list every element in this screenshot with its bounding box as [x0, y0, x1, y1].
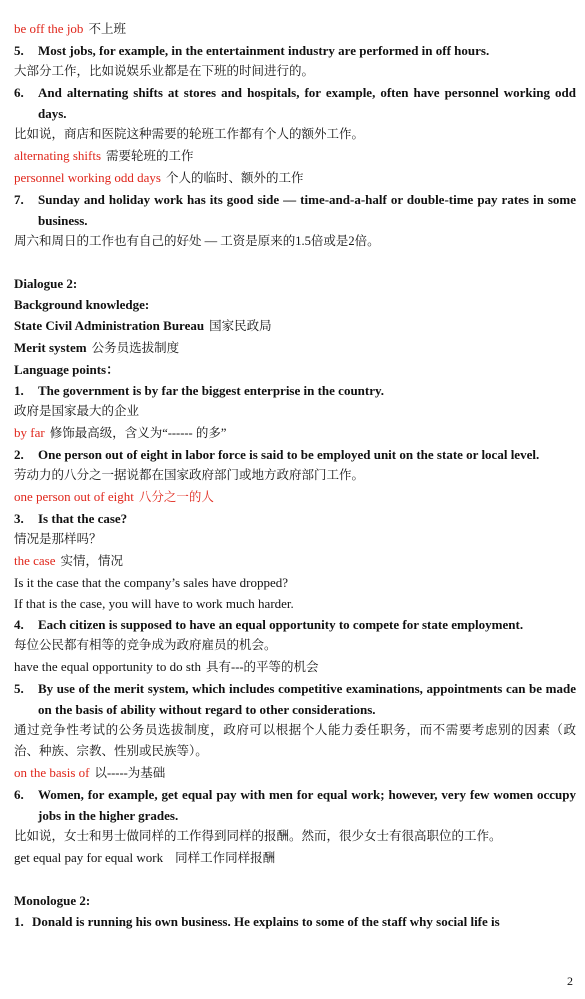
chinese-translation: 比如说，商店和医院这种需要的轮班工作都有个人的额外工作。: [14, 127, 365, 141]
vocab-term: the case: [14, 553, 56, 568]
vocab-gloss: 不上班: [88, 22, 126, 36]
language-point-item: [14, 678, 576, 720]
example-sentence: If that is the case, you will have to work much harder.: [14, 596, 294, 611]
vocab-term: alternating shifts: [14, 148, 102, 163]
vocab-gloss: 实情，情况: [60, 554, 124, 568]
item-sentence: Most jobs, for example, in the entertainment industry are performed in off hours.: [38, 43, 490, 58]
item-number: 4.: [14, 617, 24, 632]
background-line: [14, 337, 576, 359]
background-gloss: 公务员选拔制度: [91, 341, 180, 355]
item-sentence: Women, for example, get equal pay with men for equal work; however, very few women occupy jobs in the higher grades.: [38, 787, 576, 823]
item-number: 6.: [14, 787, 24, 802]
vocab-term: personnel working odd days: [14, 170, 161, 185]
vocab-line: [14, 550, 576, 572]
page-number: 2: [567, 974, 573, 988]
item-number: 6.: [14, 85, 24, 100]
chinese-translation: 通过竞争性考试的公务员选拔制度，政府可以根据个人能力委任职务，而不需要考虑别的因素（政治、种族、宗教、性别或民族等）。: [14, 723, 576, 758]
language-point-item: [14, 82, 576, 124]
item-sentence: By use of the merit system, which includes competitive examinations, appointments can be made on the basis of ability without regard to other considerations.: [38, 681, 576, 717]
chinese-translation: 情况是那样吗？: [14, 532, 102, 546]
background-gloss: 国家民政局: [209, 319, 272, 333]
vocab-gloss: 具有---的平等的机会: [206, 660, 319, 674]
subsection-heading: Language points：: [14, 362, 120, 377]
item-number: 5.: [14, 43, 24, 58]
language-point-item: [14, 508, 576, 529]
item-sentence: Sunday and holiday work has its good side — time-and-a-half or double-time pay rates in some business.: [38, 192, 576, 228]
chinese-translation: 大部分工作，比如说娱乐业都是在下班的时间进行的。: [14, 64, 315, 78]
vocab-line: [14, 847, 576, 869]
item-sentence: Each citizen is supposed to have an equal opportunity to compete for state employment.: [38, 617, 524, 632]
item-sentence: The government is by far the biggest enterprise in the country.: [38, 383, 385, 398]
vocab-line: [14, 18, 576, 40]
spacer: [14, 252, 576, 273]
vocab-term: on the basis of: [14, 765, 90, 780]
section-heading: Monologue 2:: [14, 893, 91, 908]
background-term: State Civil Administration Bureau: [14, 318, 205, 333]
item-number: 3.: [14, 511, 24, 526]
language-point-item: [14, 911, 576, 932]
language-point-item: [14, 614, 576, 635]
item-number: 7.: [14, 192, 24, 207]
language-point-item: [14, 189, 576, 231]
vocab-gloss: 修饰最高级，含义为“------ 的多”: [49, 426, 227, 440]
vocab-gloss: 个人的临时、额外的工作: [165, 171, 304, 185]
item-number: 1.: [14, 914, 24, 929]
spacer: [14, 869, 576, 890]
vocab-term: have the equal opportunity to do sth: [14, 659, 202, 674]
vocab-term: be off the job: [14, 21, 84, 36]
example-sentence: Is it the case that the company’s sales have dropped?: [14, 575, 288, 590]
item-sentence: Is that the case?: [38, 511, 128, 526]
vocab-term: one person out of eight: [14, 489, 134, 504]
vocab-gloss: 以-----为基础: [94, 766, 166, 780]
section-heading: Dialogue 2:: [14, 276, 78, 291]
vocab-line: [14, 762, 576, 784]
item-sentence: And alternating shifts at stores and hospitals, for example, often have personnel working odd days.: [38, 85, 576, 121]
document-page: [14, 18, 576, 932]
vocab-term: by far: [14, 425, 45, 440]
language-point-item: [14, 40, 576, 61]
subsection-heading: Background knowledge:: [14, 297, 150, 312]
language-point-item: [14, 784, 576, 826]
background-term: Merit system: [14, 340, 87, 355]
vocab-line: [14, 167, 576, 189]
chinese-translation: 劳动力的八分之一据说都在国家政府部门或地方政府部门工作。: [14, 468, 365, 482]
vocab-term: get equal pay for equal work: [14, 850, 164, 865]
chinese-translation: 政府是国家最大的企业: [14, 404, 140, 418]
chinese-translation: 周六和周日的工作也有自己的好处 — 工资是原来的1.5倍或是2倍。: [14, 234, 380, 248]
background-line: [14, 315, 576, 337]
vocab-line: [14, 422, 576, 444]
vocab-line: [14, 656, 576, 678]
chinese-translation: 比如说，女士和男士做同样的工作得到同样的报酬。然而，很少女士有很高职位的工作。: [14, 829, 502, 843]
vocab-line: [14, 145, 576, 167]
item-sentence: One person out of eight in labor force is said to be employed unit on the state or local level.: [38, 447, 540, 462]
language-point-item: [14, 380, 576, 401]
item-number: 5.: [14, 681, 24, 696]
vocab-gloss: 需要轮班的工作: [106, 149, 194, 163]
vocab-gloss: 八分之一的人: [138, 490, 214, 504]
item-number: 1.: [14, 383, 24, 398]
chinese-translation: 每位公民都有相等的竞争成为政府雇员的机会。: [14, 638, 277, 652]
item-sentence: Donald is running his own business. He explains to some of the staff why social life is: [32, 914, 500, 929]
language-point-item: [14, 444, 576, 465]
item-number: 2.: [14, 447, 24, 462]
vocab-line: [14, 486, 576, 508]
vocab-gloss: 同样工作同样报酬: [175, 851, 276, 865]
